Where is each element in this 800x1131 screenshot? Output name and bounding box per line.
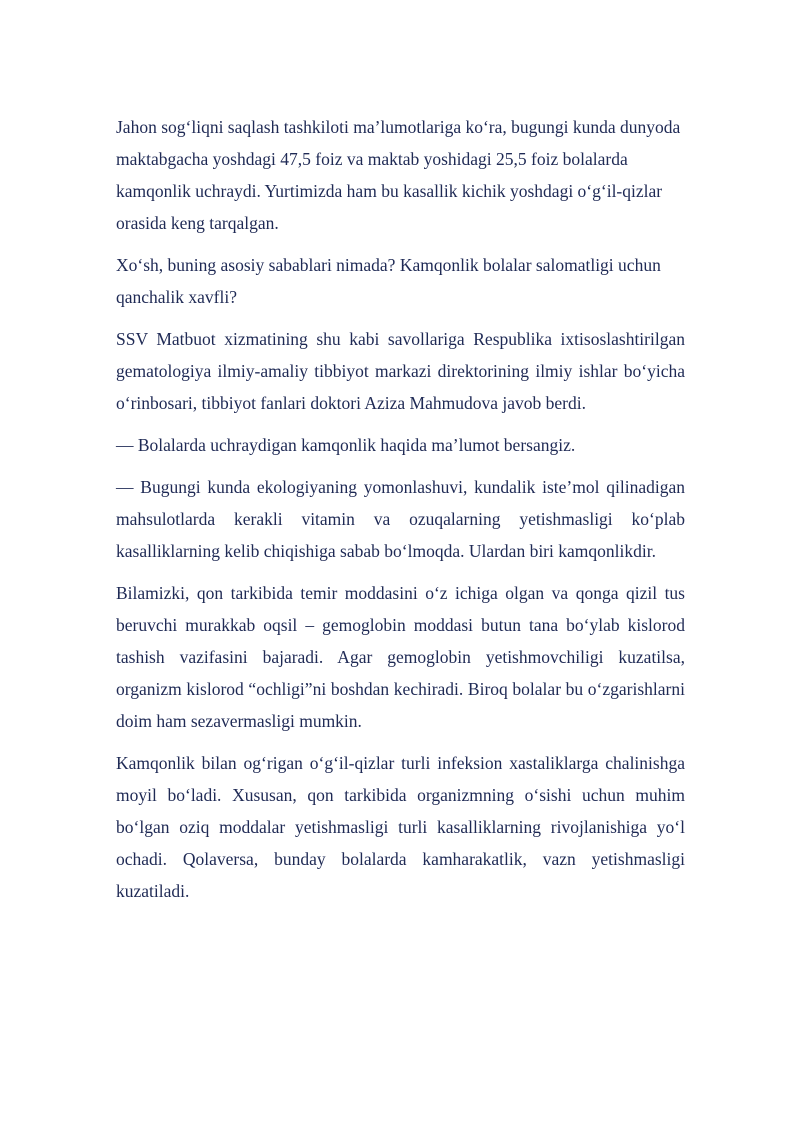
article-body bbox=[116, 111, 685, 917]
paragraph-hemoglobin: Bilamizki, qon tarkibida temir moddasini o‘z ichiga olgan va qonga qizil tus beruvchi murakkab oqsil – gemoglobin moddasi butun tana bo‘ylab kislorod tashish vazifasini bajaradi. Agar gemoglobin yetishmovchiligi kuzatilsa, organizm kislorod “ochligi”ni boshdan kechiradi. Biroq bolalar bu o‘zgarishlarni doim ham sezavermasligi mumkin. bbox=[116, 583, 685, 731]
paragraph-intro: Jahon sog‘liqni saqlash tashkiloti ma’lumotlariga ko‘ra, bugungi kunda dunyoda maktabgacha yoshdagi 47,5 foiz va maktab yoshidagi 25,5 foiz bolalarda kamqonlik uchraydi. Yurtimizda ham bu kasallik kichik yoshdagi o‘g‘il-qizlar orasida keng tarqalgan. bbox=[116, 117, 681, 233]
paragraph-question: Xo‘sh, buning asosiy sabablari nimada? Kamqonlik bolalar salomatligi uchun qanchalik xavfli? bbox=[116, 255, 661, 307]
paragraph-interview-question: — Bolalarda uchraydigan kamqonlik haqida ma’lumot bersangiz. bbox=[116, 435, 576, 455]
paragraph-consequences: Kamqonlik bilan og‘rigan o‘g‘il-qizlar turli infeksion xastaliklarga chalinishga moyil bo‘ladi. Xususan, qon tarkibida organizmning o‘sishi uchun muhim bo‘lgan oziq moddalar yetishmasligi turli kasalliklarning rivojlanishiga yo‘l ochadi. Qolaversa, bunday bolalarda kamharakatlik, vazn yetishmasligi kuzatiladi. bbox=[116, 753, 685, 901]
paragraph-answer: — Bugungi kunda ekologiyaning yomonlashuvi, kundalik iste’mol qilinadigan mahsulotlarda kerakli vitamin va ozuqalarning yetishmasligi ko‘plab kasalliklarning kelib chiqishiga sabab bo‘lmoqda. Ulardan biri kamqonlikdir. bbox=[116, 477, 685, 561]
paragraph-attribution: SSV Matbuot xizmatining shu kabi savollariga Respublika ixtisoslashtirilgan gematologiya ilmiy-amaliy tibbiyot markazi direktorining ilmiy ishlar bo‘yicha o‘rinbosari, tibbiyot fanlari doktori Aziza Mahmudova javob berdi. bbox=[116, 329, 685, 413]
